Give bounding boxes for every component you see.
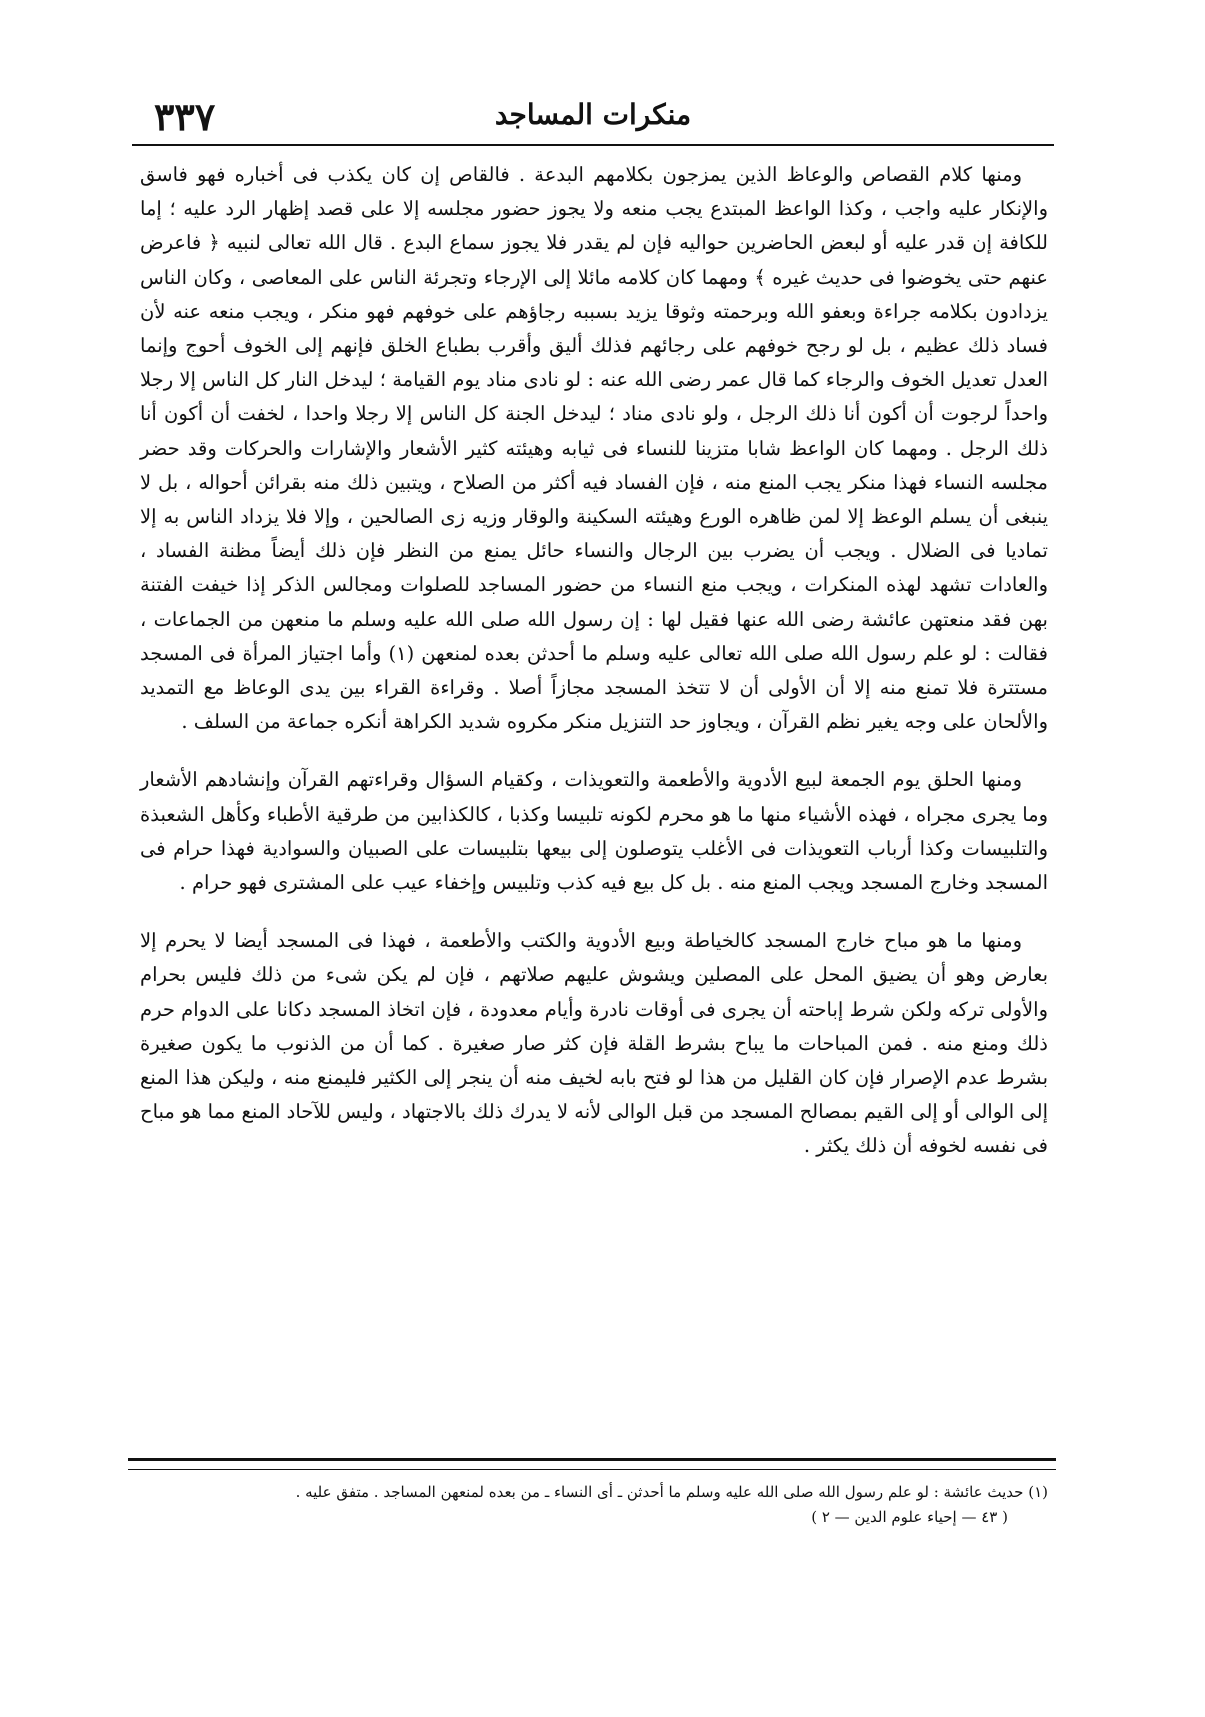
body-text xyxy=(140,158,1048,1188)
paragraph-permitted-trade: ومنها ما هو مباح خارج المسجد كالخياطة وبيع الأدوية والكتب والأطعمة ، فهذا فى المسجد أيضا لا يحرم إلا بعارض وهو أن يضيق المحل على المصلين ويشوش عليهم صلاتهم ، فإن لم يكن شىء من ذلك فليس بحرام والأولى تركه ولكن شرط إباحته أن يجرى فى أوقات نادرة وأيام معدودة ، فإن اتخاذ المسجد دكانا على الدوام حرم ذلك ومنع منه . فمن المباحات ما يباح بشرط القلة فإن كثر صار صغيرة . كما أن من الذنوب ما يكون صغيرة بشرط عدم الإصرار فإن كان القليل من هذا لو فتح بابه لخيف منه أن ينجر إلى الكثير فليمنع منه ، وليكن هذا المنع إلى الوالى أو إلى القيم بمصالح المسجد من قبل الوالى لأنه لا يدرك ذلك بالاجتهاد ، وليس للآحاد المنع مما هو مباح فى نفسه لخوفه أن ذلك يكثر . xyxy=(140,929,1048,1158)
footnote xyxy=(140,1480,1048,1530)
page-number: ٣٣٧ xyxy=(154,94,216,139)
paragraph-friday-circles: ومنها الحلق يوم الجمعة لبيع الأدوية والأطعمة والتعويذات ، وكقيام السؤال وقراءتهم القرآن وإنشادهم الأشعار وما يجرى مجراه ، فهذه الأشياء منها ما هو محرم لكونه تلبيسا وكذبا ، كالكذابين من طرقية الأطباء وكأهل الشعبذة والتلبيسات وكذا أرباب التعويذات فى الأغلب يتوصلون إلى بيعها بتلبيسات على الصبيان والسوادية فهذا حرام فى المسجد وخارج المسجد ويجب المنع منه . بل كل بيع فيه كذب وتلبيس وإخفاء عيب على المشترى فهو حرام . xyxy=(140,768,1048,895)
footnote-text: (١) حديث عائشة : لو علم رسول الله صلى الله عليه وسلم ما أحدثن ـ أى النساء ـ من بعده لمنعهن المساجد . متفق عليه . xyxy=(295,1483,1048,1501)
page-header xyxy=(132,88,1054,146)
running-title: منكرات المساجد xyxy=(494,98,692,131)
paragraph-preachers: ومنها كلام القصاص والوعاظ الذين يمزجون بكلامهم البدعة . فالقاص إن كان يكذب فى أخباره فهو فاسق والإنكار عليه واجب ، وكذا الواعظ المبتدع يجب منعه ولا يجوز حضور مجلسه إلا على قصد إظهار الرد عليه ؛ إما للكافة إن قدر عليه أو لبعض الحاضرين حواليه فإن لم يقدر فلا يجوز سماع البدع . قال الله تعالى لنبيه ﴿ فاعرض عنهم حتى يخوضوا فى حديث غيره ﴾ ومهما كان كلامه مائلا إلى الإرجاء وتجرئة الناس على المعاصى ، وكان الناس يزدادون بكلامه جراءة وبعفو الله وبرحمته وثوقا يزيد بسببه رجاؤهم على خوفهم فهو منكر ، ويجب منعه عنه لأن فساد ذلك عظيم ، بل لو رجح خوفهم على رجائهم فذلك أليق وأقرب بطباع الخلق فإنهم إلى الخوف أحوج وإنما العدل تعديل الخوف والرجاء كما قال عمر رضى الله عنه : لو نادى مناد يوم القيامة ؛ ليدخل النار كل الناس إلا رجلا واحداً لرجوت أن أكون أنا ذلك الرجل ، ولو نادى مناد ؛ ليدخل الجنة كل الناس إلا رجلا واحدا ، لخفت أن أكون أنا ذلك الرجل . ومهما كان الواعظ شابا متزينا للنساء فى ثيابه وهيئته كثير الأشعار والإشارات والحركات وقد حضر مجلسه النساء فهذا منكر يجب المنع منه ، فإن الفساد فيه أكثر من الصلاح ، ويتبين ذلك منه بقرائن أحواله ، بل لا ينبغى أن يسلم الوعظ إلا لمن ظاهره الورع وهيئته السكينة والوقار وزيه زى الصالحين ، وإلا فلا يزداد الناس به إلا تماديا فى الضلال . ويجب أن يضرب بين الرجال والنساء حائل يمنع من النظر فإن ذلك أيضاً مظنة الفساد ، والعادات تشهد لهذه المنكرات ، ويجب منع النساء من حضور المساجد للصلوات ومجالس الذكر إذا خيفت الفتنة بهن فقد منعتهن عائشة رضى الله عنها فقيل لها : إن رسول الله صلى الله عليه وسلم ما منعهن من الجماعات ، فقالت : لو علم رسول الله صلى الله تعالى عليه وسلم ما أحدثن بعده لمنعهن (١) وأما اجتياز المرأة فى المسجد مستترة فلا تمنع منه إلا أن الأولى أن لا تتخذ المسجد مجازاً أصلا . وقراءة القراء بين يدى الوعاظ مع التمديد والألحان على وجه يغير نظم القرآن ، ويجاوز حد التنزيل منكر مكروه شديد الكراهة أنكره جماعة من السلف . xyxy=(140,163,1048,734)
volume-reference: ( ٤٣ — إحياء علوم الدين — ٢ ) xyxy=(811,1508,1008,1526)
footnote-divider xyxy=(128,1458,1056,1470)
